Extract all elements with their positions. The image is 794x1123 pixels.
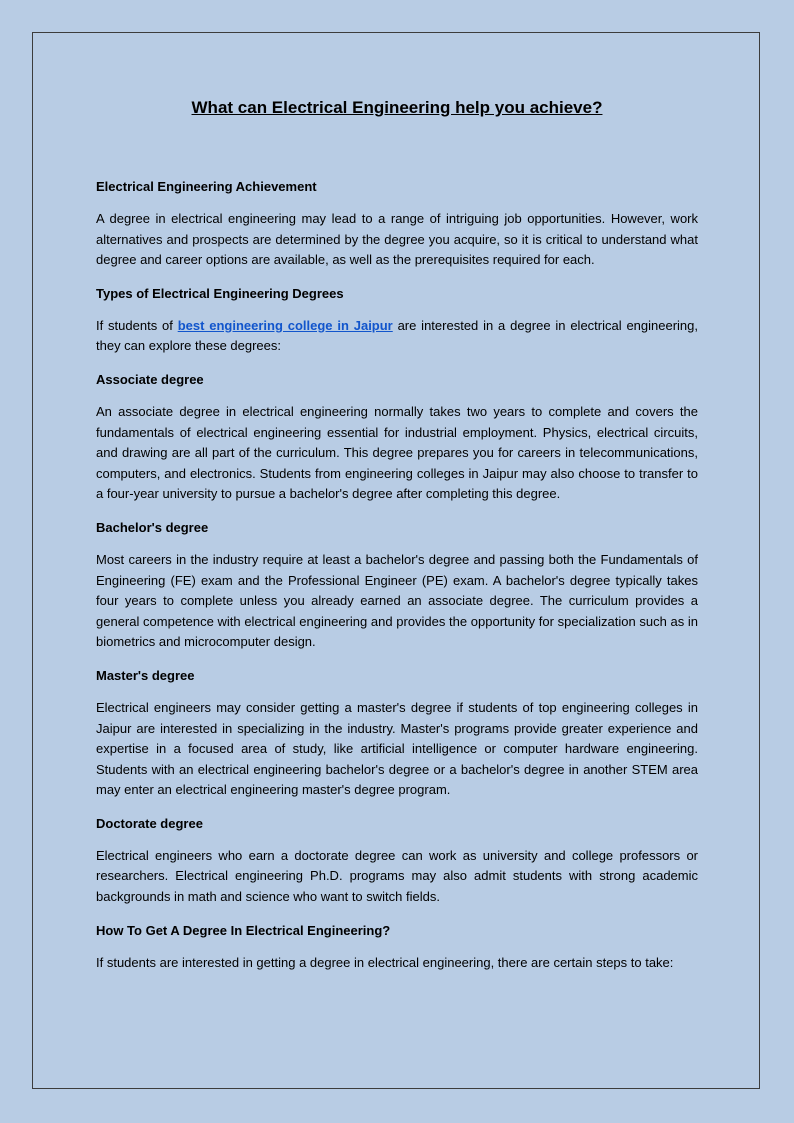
section-heading-achievement: Electrical Engineering Achievement: [96, 179, 317, 194]
section-heading-master: Master's degree: [96, 667, 195, 683]
types-intro-suffix: are interested in a degree in electrical engineering, they can explore these degrees:: [96, 317, 699, 354]
section-heading-doctorate: Doctorate degree: [96, 815, 203, 831]
types-intro-prefix: If students of: [96, 317, 178, 333]
section-heading-bachelor: Bachelor's degree: [96, 519, 209, 535]
college-link[interactable]: best engineering college in Jaipur: [177, 317, 393, 333]
section-body-types: [96, 316, 698, 357]
section-body-associate: An associate degree in electrical engineering normally takes two years to complete and covers the fundamentals of electrical engineering essential for industrial employment. Physics, electrical circuits, and drawing are all part of the curriculum. This degree prepares you for careers in telecommunications, computers, and electronics. Students from engineering colleges in Jaipur may also choose to transfer to a four-year university to pursue a bachelor's degree after completing this degree.: [96, 403, 698, 502]
section-heading-types: Types of Electrical Engineering Degrees: [96, 285, 344, 301]
section-body-howto: If students are interested in getting a degree in electrical engineering, there are certain steps to take:: [96, 954, 674, 970]
section-heading-associate: Associate degree: [96, 371, 204, 387]
page-title: What can Electrical Engineering help you achieve?: [191, 98, 603, 117]
document-content: [96, 96, 698, 987]
section-heading-howto: How To Get A Degree In Electrical Engineering?: [96, 922, 391, 938]
section-body-bachelor: Most careers in the industry require at least a bachelor's degree and passing both the Fundamentals of Engineering (FE) exam and the Professional Engineer (PE) exam. A bachelor's degree typically takes four years to complete unless you already earned an associate degree. The curriculum provides a general competence with electrical engineering and provides the opportunity for specialization such as in biometrics and microcomputer design.: [96, 551, 698, 650]
section-body-doctorate: Electrical engineers who earn a doctorate degree can work as university and college professors or researchers. Electrical engineering Ph.D. programs may also admit students with strong academic backgrounds in math and science who want to switch fields.: [96, 847, 698, 905]
section-body-master: Electrical engineers may consider getting a master's degree if students of top engineering colleges in Jaipur are interested in specializing in the industry. Master's programs provide greater experience and expertise in a focused area of study, like artificial intelligence or computer hardware engineering. Students with an electrical engineering bachelor's degree or a bachelor's degree in another STEM area may enter an electrical engineering master's degree program.: [96, 699, 698, 798]
section-body-achievement: A degree in electrical engineering may lead to a range of intriguing job opportunities. However, work alternatives and prospects are determined by the degree you acquire, so it is critical to understand what degree and career options are available, as well as the prerequisites required for each.: [96, 211, 698, 268]
